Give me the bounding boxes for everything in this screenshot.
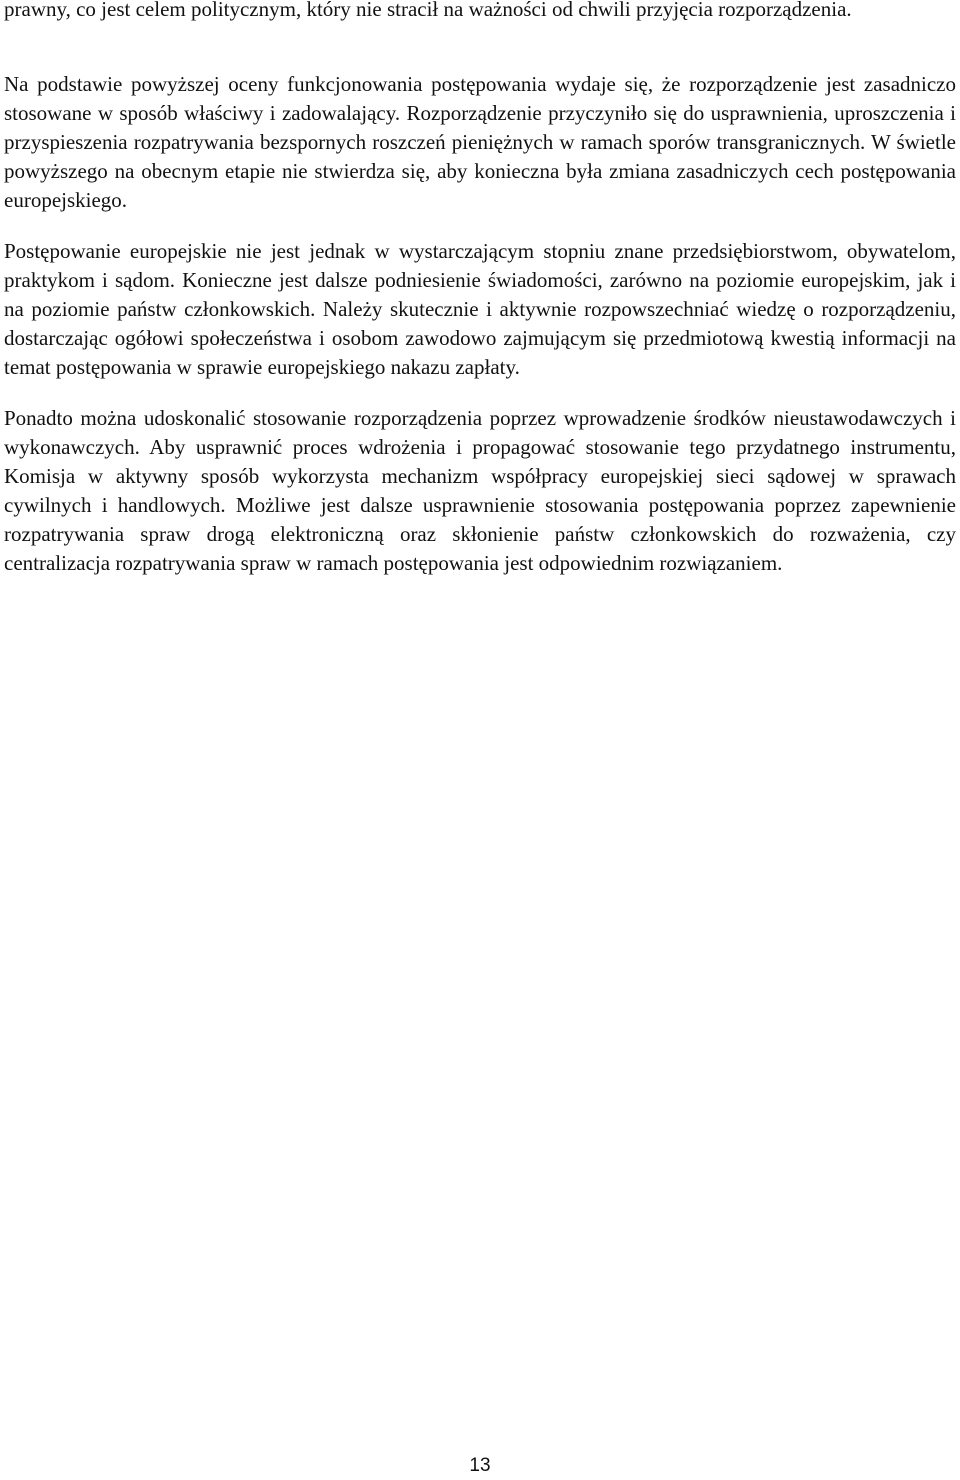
paragraph-improvements: Ponadto można udoskonalić stosowanie rozporządzenia poprzez wprowadzenie środków nieustawodawczych i wykonawczych. Aby usprawnić proces wdrożenia i propagować stosowanie tego przydatnego instrumentu, Komisja w aktywny sposób wykorzysta mechanizm współpracy europejskiej sieci sądowej w sprawach cywilnych i handlowych. Możliwe jest dalsze usprawnienie stosowania postępowania poprzez zapewnienie rozpatrywania spraw drogą elektroniczną oraz skłonienie państw członkowskich do rozważenia, czy centralizacja rozpatrywania spraw w ramach postępowania jest odpowiednim rozwiązaniem. bbox=[4, 406, 956, 575]
paragraph-continuation: prawny, co jest celem politycznym, który nie stracił na ważności od chwili przyjęcia rozporządzenia. bbox=[4, 0, 852, 21]
page-number: 13 bbox=[469, 1455, 491, 1476]
paragraph-assessment: Na podstawie powyższej oceny funkcjonowania postępowania wydaje się, że rozporządzenie jest zasadniczo stosowane w sposób właściwy i zadowalający. Rozporządzenie przyczyniło się do usprawnienia, uproszczenia i przyspieszenia rozpatrywania bezspornych roszczeń pieniężnych w ramach sporów transgranicznych. W świetle powyższego na obecnym etapie nie stwierdza się, aby konieczna była zmiana zasadniczych cech postępowania europejskiego. bbox=[4, 72, 956, 212]
paragraph-awareness: Postępowanie europejskie nie jest jednak w wystarczającym stopniu znane przedsiębiorstwom, obywatelom, praktykom i sądom. Konieczne jest dalsze podniesienie świadomości, zarówno na poziomie europejskim, jak i na poziomie państw członkowskich. Należy skutecznie i aktywnie rozpowszechniać wiedzę o rozporządzeniu, dostarczając ogółowi społeczeństwa i osobom zawodowo zajmującym się przedmiotową kwestią informacji na temat postępowania w sprawie europejskiego nakazu zapłaty. bbox=[4, 239, 956, 379]
document-body bbox=[4, 0, 956, 578]
